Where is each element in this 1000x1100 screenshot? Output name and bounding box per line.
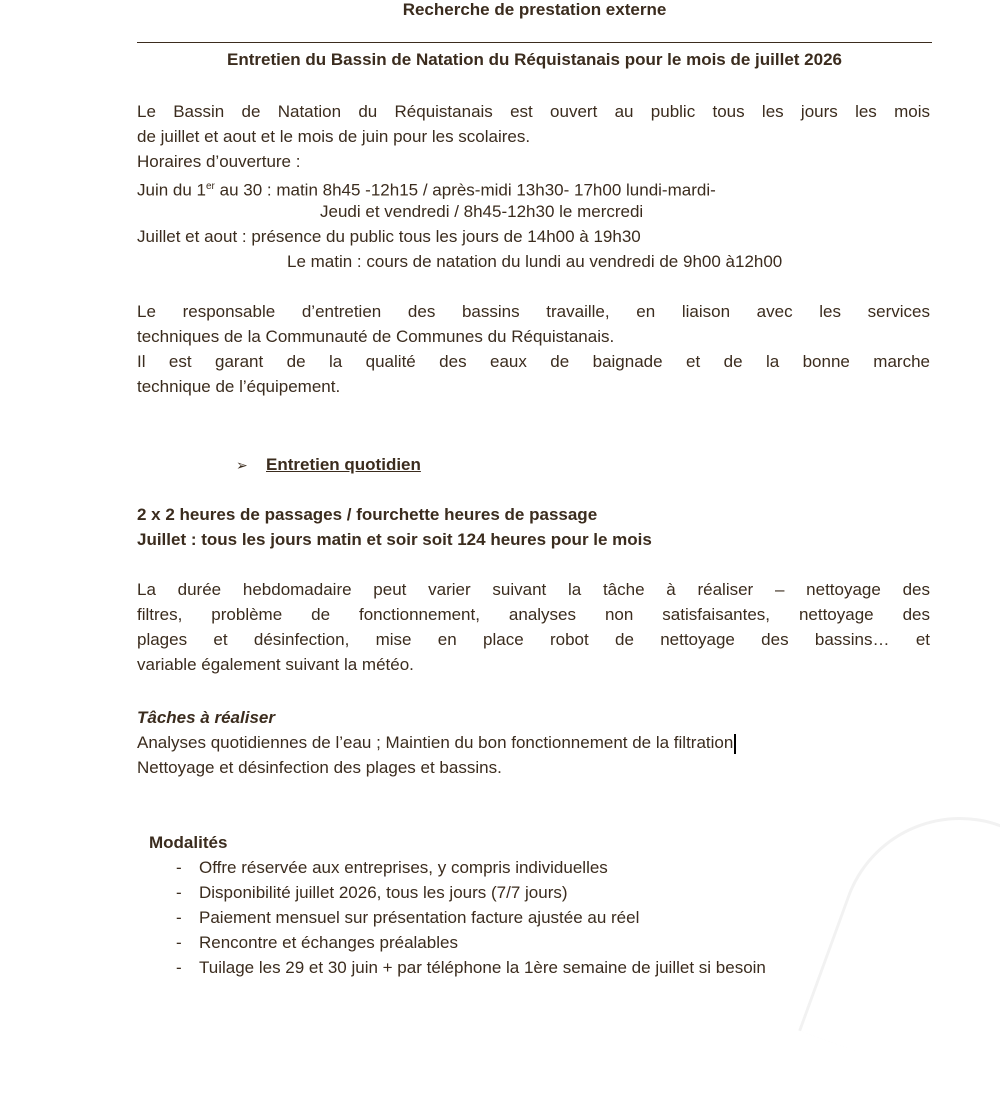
duree-line: La durée hebdomadaire peut varier suivant la tâche à réaliser – nettoyage des bbox=[137, 580, 930, 599]
july-hours: Juillet et aout : présence du public tous les jours de 14h00 à 19h30 bbox=[137, 227, 641, 246]
taches-title: Tâches à réaliser bbox=[137, 708, 275, 727]
duree-line: filtres, problème de fonctionnement, analyses non satisfaisantes, nettoyage des bbox=[137, 605, 930, 624]
section-title: Entretien quotidien bbox=[266, 455, 421, 474]
july-hours-2: Le matin : cours de natation du lundi au vendredi de 9h00 à12h00 bbox=[287, 252, 783, 271]
list-item: Paiement mensuel sur présentation facture ajustée au réel bbox=[199, 908, 640, 927]
resp-line: technique de l’équipement. bbox=[137, 377, 341, 396]
section-bold-line: 2 x 2 heures de passages / fourchette heures de passage bbox=[137, 505, 598, 524]
modalites-title: Modalités bbox=[149, 833, 228, 852]
june-hours-2: Jeudi et vendredi / 8h45-12h30 le mercredi bbox=[320, 202, 644, 221]
intro-line: Le Bassin de Natation du Réquistanais est ouvert au public tous les jours les mois bbox=[137, 102, 930, 121]
divider bbox=[137, 42, 932, 43]
duree-line: variable également suivant la météo. bbox=[137, 655, 414, 674]
document-subtitle: Entretien du Bassin de Natation du Réquistanais pour le mois de juillet 2026 bbox=[227, 50, 842, 69]
text-cursor bbox=[734, 734, 736, 754]
taches-line[interactable] bbox=[137, 731, 736, 755]
list-item: Rencontre et échanges préalables bbox=[199, 933, 458, 952]
list-item: Tuilage les 29 et 30 juin + par téléphone la 1ère semaine de juillet si besoin bbox=[199, 958, 766, 977]
june-text: Juin du 1 bbox=[137, 180, 206, 200]
list-item: Disponibilité juillet 2026, tous les jours (7/7 jours) bbox=[199, 883, 568, 902]
hours-label: Horaires d’ouverture : bbox=[137, 152, 301, 171]
arrow-bullet-icon: ➢ bbox=[236, 457, 248, 473]
intro-line: de juillet et aout et le mois de juin pour les scolaires. bbox=[137, 127, 531, 146]
document-title: Recherche de prestation externe bbox=[402, 0, 667, 19]
resp-line: Le responsable d’entretien des bassins travaille, en liaison avec les services bbox=[137, 302, 930, 321]
taches-text: Analyses quotidiennes de l’eau ; Maintien du bon fonctionnement de la filtration bbox=[137, 733, 734, 752]
section-bold-line: Juillet : tous les jours matin et soir soit 124 heures pour le mois bbox=[137, 530, 652, 549]
june-hours bbox=[137, 175, 716, 199]
taches-line: Nettoyage et désinfection des plages et bassins. bbox=[137, 758, 502, 777]
list-dash: - bbox=[176, 958, 182, 977]
duree-line: plages et désinfection, mise en place robot de nettoyage des bassins… et bbox=[137, 630, 930, 649]
background-decoration bbox=[798, 783, 1000, 1100]
june-text: au 30 : matin 8h45 -12h15 / après-midi 13h30- 17h00 lundi-mardi- bbox=[214, 180, 716, 200]
list-item: Offre réservée aux entreprises, y compris individuelles bbox=[199, 858, 608, 877]
june-sup: er bbox=[206, 181, 215, 192]
list-dash: - bbox=[176, 858, 182, 877]
list-dash: - bbox=[176, 933, 182, 952]
list-dash: - bbox=[176, 908, 182, 927]
list-dash: - bbox=[176, 883, 182, 902]
resp-line: Il est garant de la qualité des eaux de baignade et de la bonne marche bbox=[137, 352, 930, 371]
resp-line: techniques de la Communauté de Communes du Réquistanais. bbox=[137, 327, 615, 346]
